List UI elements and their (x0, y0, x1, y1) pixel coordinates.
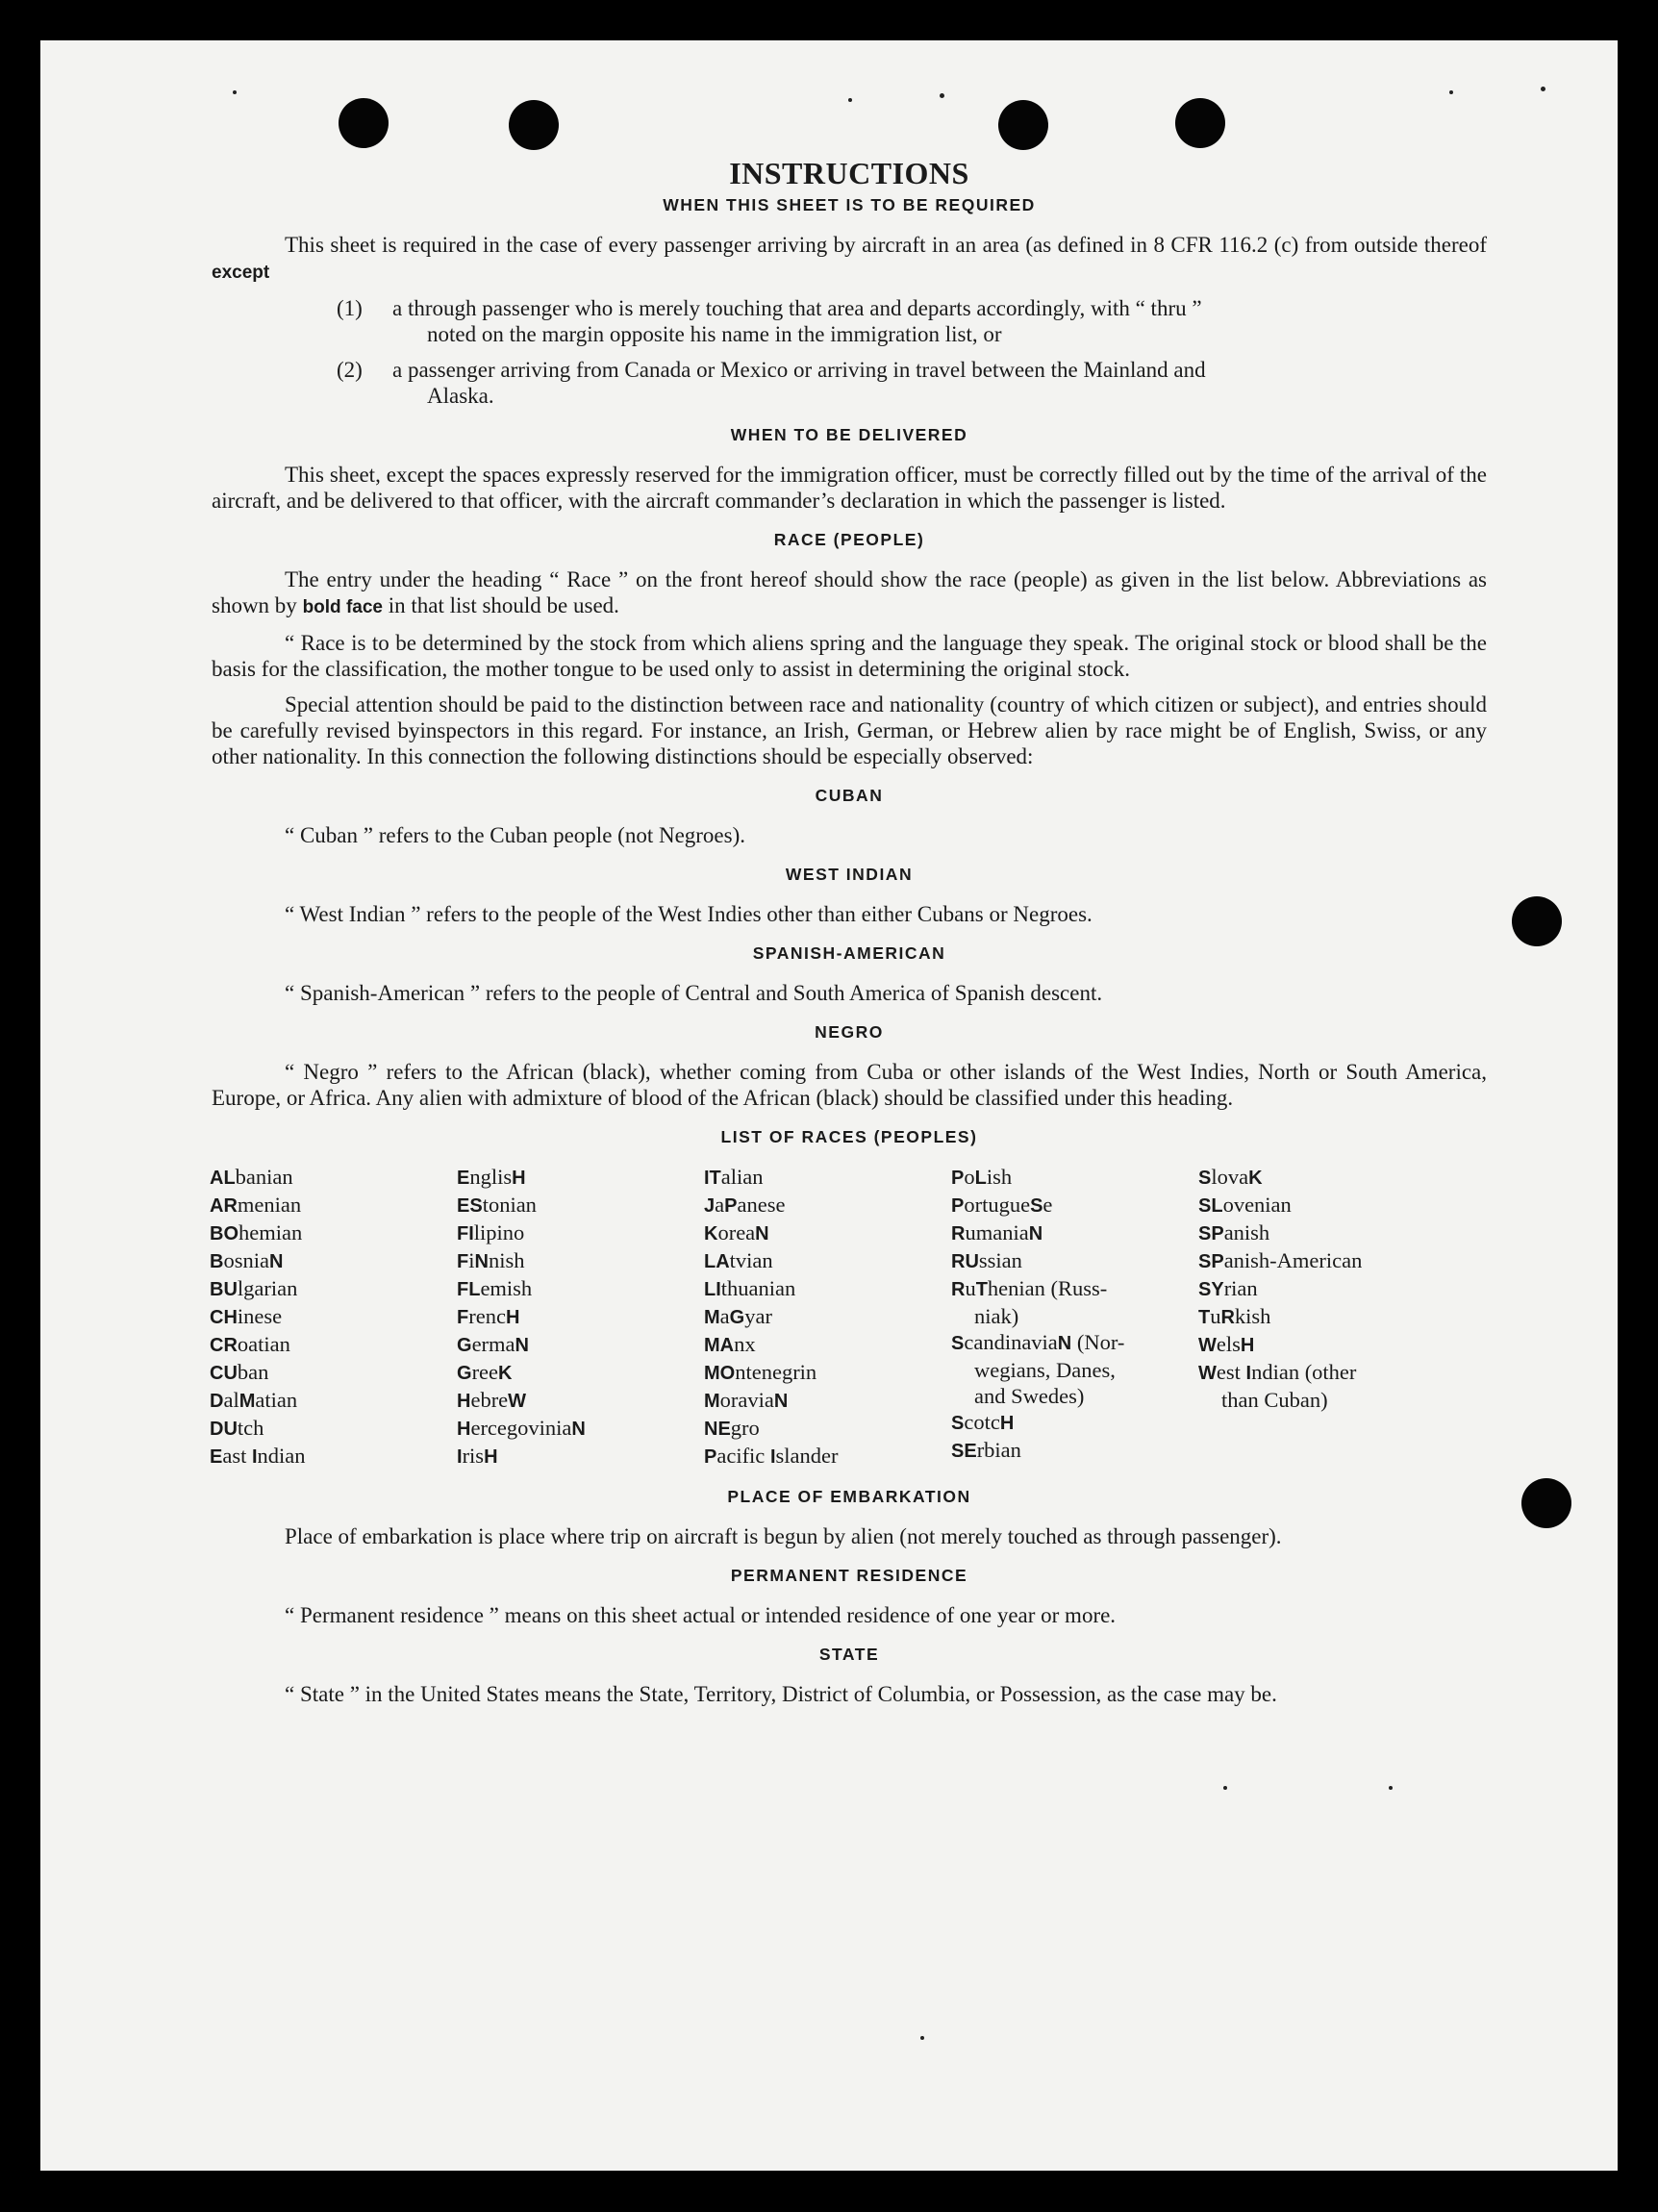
races-column (704, 1164, 951, 1470)
race-entry: PortugueSe (951, 1193, 1053, 1217)
paragraph-negro: “ Negro ” refers to the African (black), whether coming from Cuba or other islands of the West Indies, North or South America, Europe, or Africa. Any alien with admixture of blood of the African (black) should be classified under this heading. (212, 1060, 1487, 1110)
race-entry: wegians, Danes, (974, 1358, 1116, 1382)
race-entry: and Swedes) (974, 1384, 1085, 1408)
race-entry: FIlipino (457, 1220, 525, 1244)
race-entry: WelsH (1198, 1332, 1255, 1356)
heading-west-indian: WEST INDIAN (785, 865, 914, 884)
paragraph-permanent-residence: “ Permanent residence ” means on this sheet actual or intended residence of one year or more. (285, 1603, 1117, 1627)
heading-when-required: WHEN THIS SHEET IS TO BE REQUIRED (663, 195, 1036, 214)
heading-list-of-races: LIST OF RACES (PEOPLES) (720, 1127, 978, 1146)
race-entry: BOhemian (210, 1220, 303, 1244)
punch-hole (998, 100, 1048, 150)
race-entry: BUlgarian (210, 1276, 298, 1300)
race-entry: than Cuban) (1221, 1388, 1328, 1412)
race-entry: niak) (974, 1304, 1019, 1328)
race-entry: Pacific Islander (704, 1444, 839, 1468)
race-entry: RumaniaN (951, 1220, 1043, 1244)
race-entry: DalMatian (210, 1388, 298, 1412)
race-entry: TuRkish (1198, 1304, 1271, 1328)
paragraph-west-indian: “ West Indian ” refers to the people of the West Indies other than either Cubans or Negroes. (285, 902, 1093, 926)
races-column (210, 1164, 457, 1470)
paragraph-embarkation: Place of embarkation is place where trip on aircraft is begun by alien (not merely touched as through passenger). (285, 1524, 1282, 1548)
punch-hole (1175, 98, 1225, 148)
list-item: (1) a through passenger who is merely touching that area and departs accordingly, with “ thru ” noted on the margin opposite his name in the immigration list, or (337, 296, 1202, 346)
heading-when-delivered: WHEN TO BE DELIVERED (730, 425, 968, 444)
races-column (457, 1164, 704, 1470)
punch-hole (339, 98, 389, 148)
instructions-body (210, 156, 1487, 1717)
race-entry: IrisH (457, 1444, 498, 1468)
paragraph-cuban: “ Cuban ” refers to the Cuban people (not Negroes). (285, 823, 746, 847)
punch-hole (1512, 896, 1562, 946)
race-entry: CUban (210, 1360, 269, 1384)
races-column (951, 1164, 1198, 1470)
heading-cuban: CUBAN (815, 786, 884, 805)
race-entry: FLemish (457, 1276, 533, 1300)
race-entry: ARmenian (210, 1193, 302, 1217)
race-entry: ITalian (704, 1165, 764, 1189)
race-entry: NEgro (704, 1416, 760, 1440)
race-entry: SYrian (1198, 1276, 1258, 1300)
race-entry: CRoatian (210, 1332, 290, 1356)
punch-hole (509, 100, 559, 150)
paragraph-when-required: This sheet is required in the case of every passenger arriving by aircraft in an area (as defined in 8 CFR 116.2 (c) from outside thereof except (212, 233, 1487, 283)
paragraph-race-2: “ Race is to be determined by the stock from which aliens spring and the language they speak. The original stock or blood shall be the basis for the classification, the mother tongue to be used only to assist in determining the original stock. (212, 631, 1487, 681)
race-entry: FiNnish (457, 1248, 525, 1272)
heading-permanent-residence: PERMANENT RESIDENCE (730, 1566, 968, 1585)
races-list (210, 1164, 1487, 1470)
race-entry: CHinese (210, 1304, 283, 1328)
document-page (40, 40, 1618, 2171)
race-entry: GreeK (457, 1360, 513, 1384)
paragraph-race-1: The entry under the heading “ Race ” on the front hereof should show the race (people) as given in the list below. Abbreviations as shown by bold face in that list should be used. (212, 567, 1487, 617)
heading-state: STATE (818, 1645, 880, 1664)
race-entry: ALbanian (210, 1165, 293, 1189)
races-column (1198, 1164, 1445, 1470)
race-entry: MaGyar (704, 1304, 772, 1328)
race-entry: LAtvian (704, 1248, 773, 1272)
race-entry: RUssian (951, 1248, 1022, 1272)
race-entry: RuThenian (Russ- (951, 1276, 1108, 1300)
race-entry: SlovaK (1198, 1165, 1263, 1189)
race-entry: ScandinaviaN (Nor- (951, 1330, 1125, 1354)
race-entry: LIthuanian (704, 1276, 796, 1300)
heading-spanish-american: SPANISH-AMERICAN (752, 943, 946, 963)
paragraph-state: “ State ” in the United States means the State, Territory, District of Columbia, or Possession, as the case may be. (285, 1682, 1277, 1706)
list-item: (2) a passenger arriving from Canada or Mexico or arriving in travel between the Mainland and Alaska. (337, 358, 1206, 408)
race-entry: HebreW (457, 1388, 527, 1412)
race-entry: DUtch (210, 1416, 264, 1440)
race-entry: SLovenian (1198, 1193, 1292, 1217)
heading-embarkation: PLACE OF EMBARKATION (727, 1487, 971, 1506)
race-entry: ScotcH (951, 1410, 1015, 1434)
race-entry: SPanish (1198, 1220, 1270, 1244)
race-entry: SPanish-American (1198, 1248, 1363, 1272)
heading-negro: NEGRO (815, 1022, 884, 1042)
race-entry: PoLish (951, 1165, 1013, 1189)
race-entry: MoraviaN (704, 1388, 789, 1412)
race-entry: East Indian (210, 1444, 306, 1468)
race-entry: KoreaN (704, 1220, 769, 1244)
race-entry: HercegoviniaN (457, 1416, 586, 1440)
heading-race: RACE (PEOPLE) (773, 530, 925, 549)
race-entry: JaPanese (704, 1193, 786, 1217)
race-entry: MOntenegrin (704, 1360, 817, 1384)
race-entry: SErbian (951, 1438, 1021, 1462)
race-entry: BosniaN (210, 1248, 284, 1272)
race-entry: EStonian (457, 1193, 537, 1217)
paragraph-when-delivered: This sheet, except the spaces expressly reserved for the immigration officer, must be correctly filled out by the time of the arrival of the aircraft, and be delivered to that officer, with the aircraft commander’s declaration in which the passenger is listed. (212, 463, 1487, 513)
race-entry: West Indian (other (1198, 1360, 1357, 1384)
race-entry: MAnx (704, 1332, 756, 1356)
race-entry: FrencH (457, 1304, 520, 1328)
paragraph-race-3: Special attention should be paid to the distinction between race and nationality (country of which citizen or subject), and entries should be carefully revised byinspectors in this regard. For instance, an Irish, German, or Hebrew alien by race might be of English, Swiss, or any other nationality. In this connection the following distinctions should be especially observed: (212, 692, 1487, 768)
race-entry: EnglisH (457, 1165, 526, 1189)
punch-hole (1521, 1478, 1571, 1528)
race-entry: GermaN (457, 1332, 529, 1356)
page-title: INSTRUCTIONS (729, 156, 969, 190)
paragraph-spanish-american: “ Spanish-American ” refers to the people of Central and South America of Spanish descent. (285, 981, 1103, 1005)
